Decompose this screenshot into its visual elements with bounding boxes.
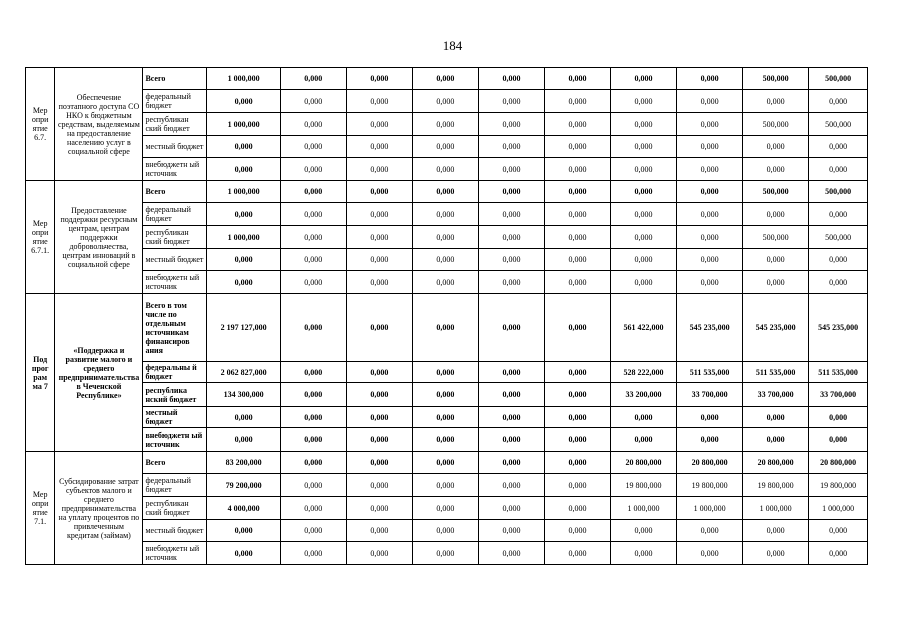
year-value-cell: 0,000 [677,542,743,565]
year-value-cell: 0,000 [478,497,544,520]
year-value-cell: 0,000 [478,158,544,181]
table-row [26,271,868,294]
year-value-cell: 500,000 [743,68,809,90]
year-value-cell: 0,000 [809,158,868,181]
year-value-cell: 33 700,000 [743,383,809,407]
funding-source: Всего [143,452,207,474]
year-value-cell: 33 200,000 [611,383,677,407]
item-code: Мер опри ятие 6.7.1. [26,181,55,294]
year-value-cell: 0,000 [809,271,868,294]
year-value-cell: 0,000 [280,181,346,203]
year-value-cell: 0,000 [478,452,544,474]
year-value-cell: 20 800,000 [611,452,677,474]
year-value-cell: 0,000 [412,203,478,226]
table-row [26,113,868,136]
year-value-cell: 0,000 [743,158,809,181]
year-value-cell: 0,000 [611,407,677,428]
year-value-cell: 0,000 [412,542,478,565]
year-value-cell: 0,000 [478,226,544,249]
funding-source: местный бюджет [143,136,207,158]
year-value-cell: 0,000 [677,113,743,136]
year-value-cell: 0,000 [280,452,346,474]
table-row [26,407,868,428]
year-value-cell: 0,000 [412,294,478,362]
year-value-cell: 0,000 [743,203,809,226]
year-value-cell: 500,000 [809,181,868,203]
year-value-cell: 0,000 [544,203,610,226]
year-value-cell: 0,000 [544,383,610,407]
year-value-cell: 0,000 [677,90,743,113]
funding-source: Всего в том числе по отдельным источникам финансиров ания [143,294,207,362]
total-value-cell: 4 000,000 [207,497,280,520]
year-value-cell: 545 235,000 [677,294,743,362]
year-value-cell: 0,000 [478,294,544,362]
year-value-cell: 0,000 [677,271,743,294]
table-row [26,294,868,362]
year-value-cell: 19 800,000 [677,474,743,497]
year-value-cell: 0,000 [743,520,809,542]
year-value-cell: 0,000 [412,452,478,474]
year-value-cell: 0,000 [544,497,610,520]
year-value-cell: 0,000 [544,520,610,542]
year-value-cell: 0,000 [478,271,544,294]
year-value-cell: 1 000,000 [743,497,809,520]
year-value-cell: 545 235,000 [809,294,868,362]
year-value-cell: 0,000 [743,249,809,271]
year-value-cell: 20 800,000 [677,452,743,474]
year-value-cell: 0,000 [346,203,412,226]
year-value-cell: 511 535,000 [743,362,809,383]
year-value-cell: 19 800,000 [743,474,809,497]
year-value-cell: 0,000 [544,113,610,136]
year-value-cell: 0,000 [346,271,412,294]
year-value-cell: 0,000 [412,407,478,428]
year-value-cell: 0,000 [412,474,478,497]
year-value-cell: 0,000 [677,181,743,203]
year-value-cell: 0,000 [346,181,412,203]
item-code: Под прог рам ма 7 [26,294,55,452]
year-value-cell: 0,000 [478,249,544,271]
funding-source: республикан ский бюджет [143,497,207,520]
year-value-cell: 0,000 [544,226,610,249]
year-value-cell: 0,000 [611,90,677,113]
year-value-cell: 500,000 [743,226,809,249]
table-row [26,249,868,271]
page-number: 184 [442,38,463,53]
year-value-cell: 0,000 [478,383,544,407]
total-value-cell: 0,000 [207,407,280,428]
total-value-cell: 0,000 [207,542,280,565]
year-value-cell: 0,000 [346,452,412,474]
year-value-cell: 0,000 [478,113,544,136]
year-value-cell: 0,000 [478,474,544,497]
year-value-cell: 0,000 [611,68,677,90]
table-row [26,203,868,226]
funding-source: федеральный бюджет [143,203,207,226]
year-value-cell: 0,000 [412,383,478,407]
year-value-cell: 500,000 [743,113,809,136]
year-value-cell: 0,000 [677,136,743,158]
year-value-cell: 0,000 [478,181,544,203]
funding-source: республика нский бюджет [143,383,207,407]
year-value-cell: 0,000 [478,203,544,226]
total-value-cell: 1 000,000 [207,226,280,249]
year-value-cell: 528 222,000 [611,362,677,383]
year-value-cell: 0,000 [280,542,346,565]
funding-source: федеральный бюджет [143,474,207,497]
total-value-cell: 1 000,000 [207,181,280,203]
year-value-cell: 0,000 [611,203,677,226]
total-value-cell: 0,000 [207,90,280,113]
year-value-cell: 33 700,000 [809,383,868,407]
year-value-cell: 0,000 [346,68,412,90]
year-value-cell: 0,000 [809,520,868,542]
year-value-cell: 0,000 [412,158,478,181]
year-value-cell: 0,000 [412,113,478,136]
year-value-cell: 0,000 [412,181,478,203]
table-row [26,383,868,407]
funding-source: местный бюджет [143,249,207,271]
total-value-cell: 0,000 [207,158,280,181]
year-value-cell: 500,000 [809,113,868,136]
year-value-cell: 0,000 [478,542,544,565]
year-value-cell: 0,000 [809,249,868,271]
year-value-cell: 1 000,000 [611,497,677,520]
year-value-cell: 0,000 [280,407,346,428]
year-value-cell: 0,000 [809,407,868,428]
year-value-cell: 0,000 [280,520,346,542]
year-value-cell: 0,000 [280,158,346,181]
year-value-cell: 19 800,000 [611,474,677,497]
year-value-cell: 0,000 [544,542,610,565]
year-value-cell: 0,000 [346,294,412,362]
budget-table [25,67,868,565]
year-value-cell: 0,000 [478,362,544,383]
total-value-cell: 0,000 [207,249,280,271]
year-value-cell: 0,000 [677,428,743,452]
year-value-cell: 0,000 [544,90,610,113]
year-value-cell: 0,000 [412,136,478,158]
table-row [26,136,868,158]
table-row [26,452,868,474]
year-value-cell: 1 000,000 [809,497,868,520]
year-value-cell: 0,000 [280,271,346,294]
year-value-cell: 0,000 [412,520,478,542]
year-value-cell: 0,000 [346,362,412,383]
year-value-cell: 0,000 [677,226,743,249]
year-value-cell: 0,000 [412,497,478,520]
year-value-cell: 0,000 [544,452,610,474]
year-value-cell: 0,000 [346,158,412,181]
year-value-cell: 0,000 [743,407,809,428]
year-value-cell: 0,000 [809,203,868,226]
year-value-cell: 0,000 [611,520,677,542]
year-value-cell: 0,000 [280,294,346,362]
year-value-cell: 0,000 [611,271,677,294]
year-value-cell: 0,000 [412,271,478,294]
year-value-cell: 0,000 [809,428,868,452]
funding-source: федеральный бюджет [143,90,207,113]
year-value-cell: 0,000 [544,158,610,181]
funding-source: федеральны й бюджет [143,362,207,383]
item-name: Обеспечение поэтапного доступа СО НКО к бюджетным средствам, выделяемым на предоставление населению услуг в социальной сфере [55,68,143,181]
year-value-cell: 0,000 [412,249,478,271]
year-value-cell: 0,000 [280,362,346,383]
year-value-cell: 561 422,000 [611,294,677,362]
year-value-cell: 20 800,000 [743,452,809,474]
year-value-cell: 33 700,000 [677,383,743,407]
year-value-cell: 0,000 [544,362,610,383]
year-value-cell: 19 800,000 [809,474,868,497]
table-row [26,158,868,181]
year-value-cell: 0,000 [346,90,412,113]
year-value-cell: 0,000 [280,474,346,497]
year-value-cell: 0,000 [544,181,610,203]
year-value-cell: 0,000 [280,428,346,452]
year-value-cell: 0,000 [611,249,677,271]
year-value-cell: 0,000 [677,249,743,271]
item-name: Предоставление поддержки ресурсным центрам, центрам поддержки добровольчества, центрам инноваций в социальной сфере [55,181,143,294]
funding-source: внебюджетн ый источник [143,428,207,452]
funding-source: Всего [143,68,207,90]
year-value-cell: 0,000 [544,271,610,294]
year-value-cell: 0,000 [478,90,544,113]
year-value-cell: 0,000 [478,428,544,452]
year-value-cell: 511 535,000 [809,362,868,383]
year-value-cell: 0,000 [809,542,868,565]
table-row [26,428,868,452]
year-value-cell: 0,000 [677,203,743,226]
year-value-cell: 0,000 [346,542,412,565]
funding-source: местный бюджет [143,520,207,542]
year-value-cell: 0,000 [544,68,610,90]
year-value-cell: 0,000 [280,203,346,226]
item-code: Мер опри ятие 6.7. [26,68,55,181]
table-row [26,90,868,113]
year-value-cell: 500,000 [809,68,868,90]
year-value-cell: 0,000 [677,158,743,181]
year-value-cell: 545 235,000 [743,294,809,362]
year-value-cell: 0,000 [346,383,412,407]
total-value-cell: 1 000,000 [207,68,280,90]
item-code: Мер опри ятие 7.1. [26,452,55,565]
year-value-cell: 1 000,000 [677,497,743,520]
year-value-cell: 0,000 [412,90,478,113]
total-value-cell: 1 000,000 [207,113,280,136]
year-value-cell: 0,000 [743,428,809,452]
year-value-cell: 0,000 [544,407,610,428]
year-value-cell: 0,000 [346,113,412,136]
year-value-cell: 0,000 [280,249,346,271]
table-row [26,497,868,520]
funding-source: республикан ский бюджет [143,113,207,136]
year-value-cell: 500,000 [743,181,809,203]
year-value-cell: 0,000 [677,407,743,428]
year-value-cell: 0,000 [412,68,478,90]
year-value-cell: 0,000 [478,136,544,158]
total-value-cell: 2 062 827,000 [207,362,280,383]
year-value-cell: 0,000 [346,497,412,520]
item-name: Субсидирование затрат субъектов малого и среднего предпринимательства на уплату процентов по привлеченным кредитам (займам) [55,452,143,565]
year-value-cell: 0,000 [346,474,412,497]
year-value-cell: 0,000 [809,90,868,113]
year-value-cell: 0,000 [611,136,677,158]
year-value-cell: 511 535,000 [677,362,743,383]
year-value-cell: 0,000 [346,136,412,158]
year-value-cell: 0,000 [611,181,677,203]
year-value-cell: 0,000 [280,113,346,136]
year-value-cell: 0,000 [346,520,412,542]
table-row [26,542,868,565]
year-value-cell: 0,000 [611,542,677,565]
table-row [26,181,868,203]
year-value-cell: 0,000 [280,90,346,113]
year-value-cell: 0,000 [544,428,610,452]
table-row [26,362,868,383]
year-value-cell: 20 800,000 [809,452,868,474]
year-value-cell: 0,000 [346,428,412,452]
year-value-cell: 0,000 [677,520,743,542]
year-value-cell: 0,000 [280,383,346,407]
total-value-cell: 0,000 [207,136,280,158]
funding-source: Всего [143,181,207,203]
year-value-cell: 0,000 [478,68,544,90]
total-value-cell: 0,000 [207,271,280,294]
year-value-cell: 0,000 [280,68,346,90]
year-value-cell: 0,000 [412,428,478,452]
total-value-cell: 0,000 [207,203,280,226]
year-value-cell: 0,000 [544,249,610,271]
year-value-cell: 0,000 [677,68,743,90]
funding-source: внебюджетн ый источник [143,542,207,565]
funding-source: внебюджетн ый источник [143,158,207,181]
year-value-cell: 0,000 [478,520,544,542]
year-value-cell: 0,000 [743,136,809,158]
year-value-cell: 0,000 [611,113,677,136]
year-value-cell: 0,000 [478,407,544,428]
year-value-cell: 0,000 [544,474,610,497]
year-value-cell: 0,000 [412,362,478,383]
year-value-cell: 0,000 [611,158,677,181]
year-value-cell: 0,000 [280,226,346,249]
year-value-cell: 0,000 [743,542,809,565]
year-value-cell: 0,000 [743,271,809,294]
year-value-cell: 0,000 [280,136,346,158]
table-row [26,68,868,90]
year-value-cell: 0,000 [544,294,610,362]
table-row [26,474,868,497]
total-value-cell: 2 197 127,000 [207,294,280,362]
year-value-cell: 0,000 [346,407,412,428]
year-value-cell: 500,000 [809,226,868,249]
total-value-cell: 83 200,000 [207,452,280,474]
total-value-cell: 79 200,000 [207,474,280,497]
year-value-cell: 0,000 [412,226,478,249]
table-row [26,226,868,249]
item-name: «Поддержка и развитие малого и среднего предпринимательства в Чеченской Республике» [55,294,143,452]
funding-source: республикан ский бюджет [143,226,207,249]
table-row [26,520,868,542]
year-value-cell: 0,000 [346,249,412,271]
year-value-cell: 0,000 [280,497,346,520]
year-value-cell: 0,000 [611,226,677,249]
year-value-cell: 0,000 [809,136,868,158]
year-value-cell: 0,000 [743,90,809,113]
year-value-cell: 0,000 [611,428,677,452]
total-value-cell: 134 300,000 [207,383,280,407]
funding-source: внебюджетн ый источник [143,271,207,294]
total-value-cell: 0,000 [207,520,280,542]
total-value-cell: 0,000 [207,428,280,452]
funding-source: местный бюджет [143,407,207,428]
year-value-cell: 0,000 [544,136,610,158]
year-value-cell: 0,000 [346,226,412,249]
